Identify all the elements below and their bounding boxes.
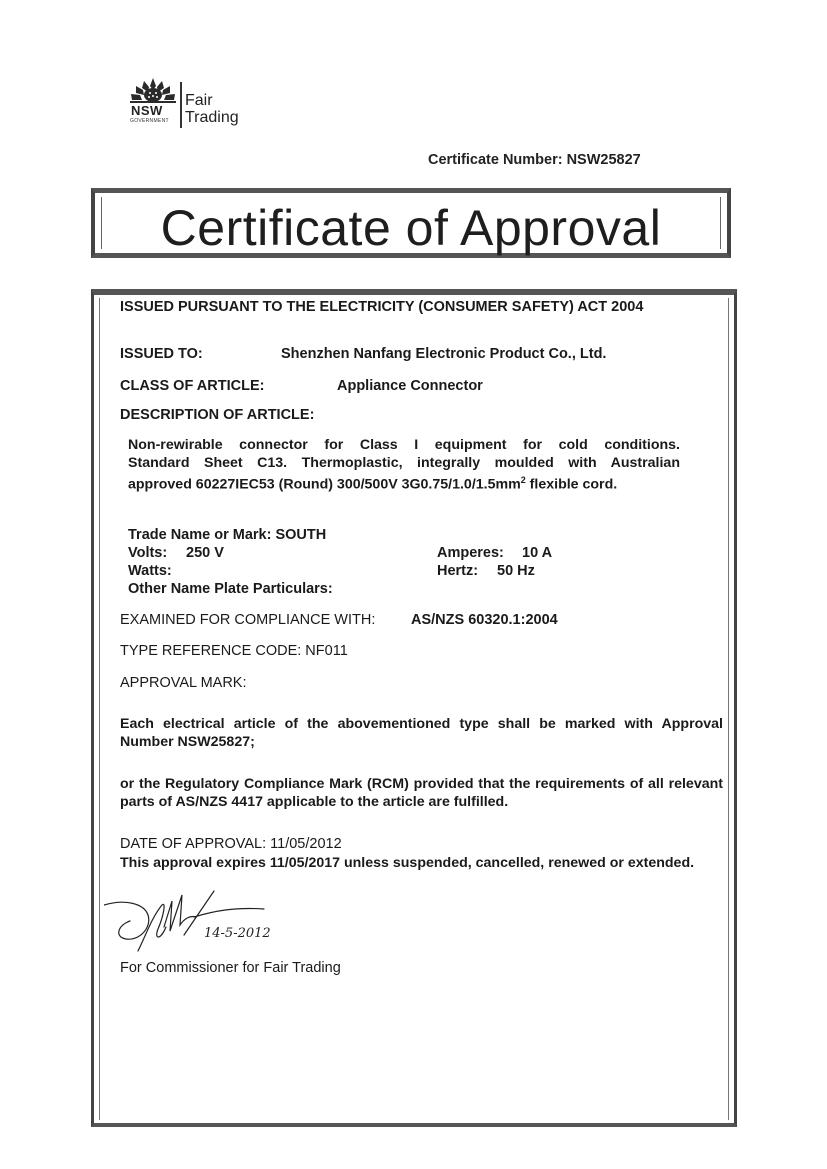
date-of-approval: DATE OF APPROVAL: 11/05/2012	[120, 836, 342, 852]
signature-date: 14-5-2012	[204, 926, 271, 941]
certificate-number: Certificate Number: NSW25827	[428, 152, 641, 168]
rcm-paragraph: or the Regulatory Compliance Mark (RCM) provided that the requirements of all relevant parts of AS/NZS 4417 applicable to the article are fulfilled.	[120, 776, 723, 810]
signature-scribble-icon	[104, 885, 284, 965]
title-banner	[91, 188, 731, 258]
description-label: DESCRIPTION OF ARTICLE:	[120, 407, 315, 423]
description-line-1: Non-rewirable connector for Class I equipment for cold conditions.	[128, 437, 680, 453]
issued-pursuant-heading: ISSUED PURSUANT TO THE ELECTRICITY (CONSUMER SAFETY) ACT 2004	[120, 299, 644, 315]
description-superscript: 2	[520, 475, 526, 485]
signature	[104, 885, 284, 965]
hertz-value: 50 Hz	[497, 563, 535, 579]
logo-nsw-text: NSW	[131, 103, 163, 118]
logo-divider	[180, 82, 182, 128]
logo-fair-text: Fair	[185, 92, 213, 109]
volts-value: 250 V	[186, 545, 224, 561]
type-reference-code: TYPE REFERENCE CODE: NF011	[120, 643, 348, 659]
watts-label: Watts:	[128, 563, 172, 579]
hertz-label: Hertz:	[437, 563, 479, 579]
page-title: Certificate of Approval	[160, 200, 662, 256]
description-line-3-pre: approved 60227IEC53 (Round) 300/500V 3G0.75/1.0/1.5mm	[128, 476, 521, 493]
issued-to-label: ISSUED TO:	[120, 346, 203, 362]
logo-trading-text: Trading	[185, 109, 239, 126]
other-particulars-label: Other Name Plate Particulars:	[128, 581, 333, 597]
description-line-3	[128, 472, 680, 494]
class-of-article-value: Appliance Connector	[337, 378, 483, 394]
class-of-article-label: CLASS OF ARTICLE:	[120, 378, 265, 394]
nsw-fair-trading-logo	[128, 76, 268, 136]
description-line-3-post: flexible cord.	[525, 476, 618, 493]
expiry-paragraph: This approval expires 11/05/2017 unless suspended, cancelled, renewed or extended.	[120, 855, 695, 871]
description-text	[128, 437, 680, 494]
trade-name: Trade Name or Mark: SOUTH	[128, 527, 327, 543]
waratah-flower-icon	[128, 76, 178, 104]
examined-label: EXAMINED FOR COMPLIANCE WITH:	[120, 612, 376, 628]
amperes-value: 10 A	[522, 545, 553, 561]
title-banner-inner	[101, 197, 721, 256]
volts-label: Volts:	[128, 545, 168, 561]
signatory: For Commissioner for Fair Trading	[120, 960, 341, 976]
description-line-2: Standard Sheet C13. Thermoplastic, integrally moulded with Australian	[128, 454, 680, 471]
approval-number-paragraph: Each electrical article of the abovementioned type shall be marked with Approval Number NSW25827;	[120, 716, 723, 750]
examined-value: AS/NZS 60320.1:2004	[411, 612, 558, 628]
approval-mark-label: APPROVAL MARK:	[120, 675, 247, 691]
amperes-label: Amperes:	[437, 545, 504, 561]
issued-to-value: Shenzhen Nanfang Electronic Product Co., Ltd.	[281, 346, 607, 362]
logo-government-text: GOVERNMENT	[130, 118, 169, 124]
